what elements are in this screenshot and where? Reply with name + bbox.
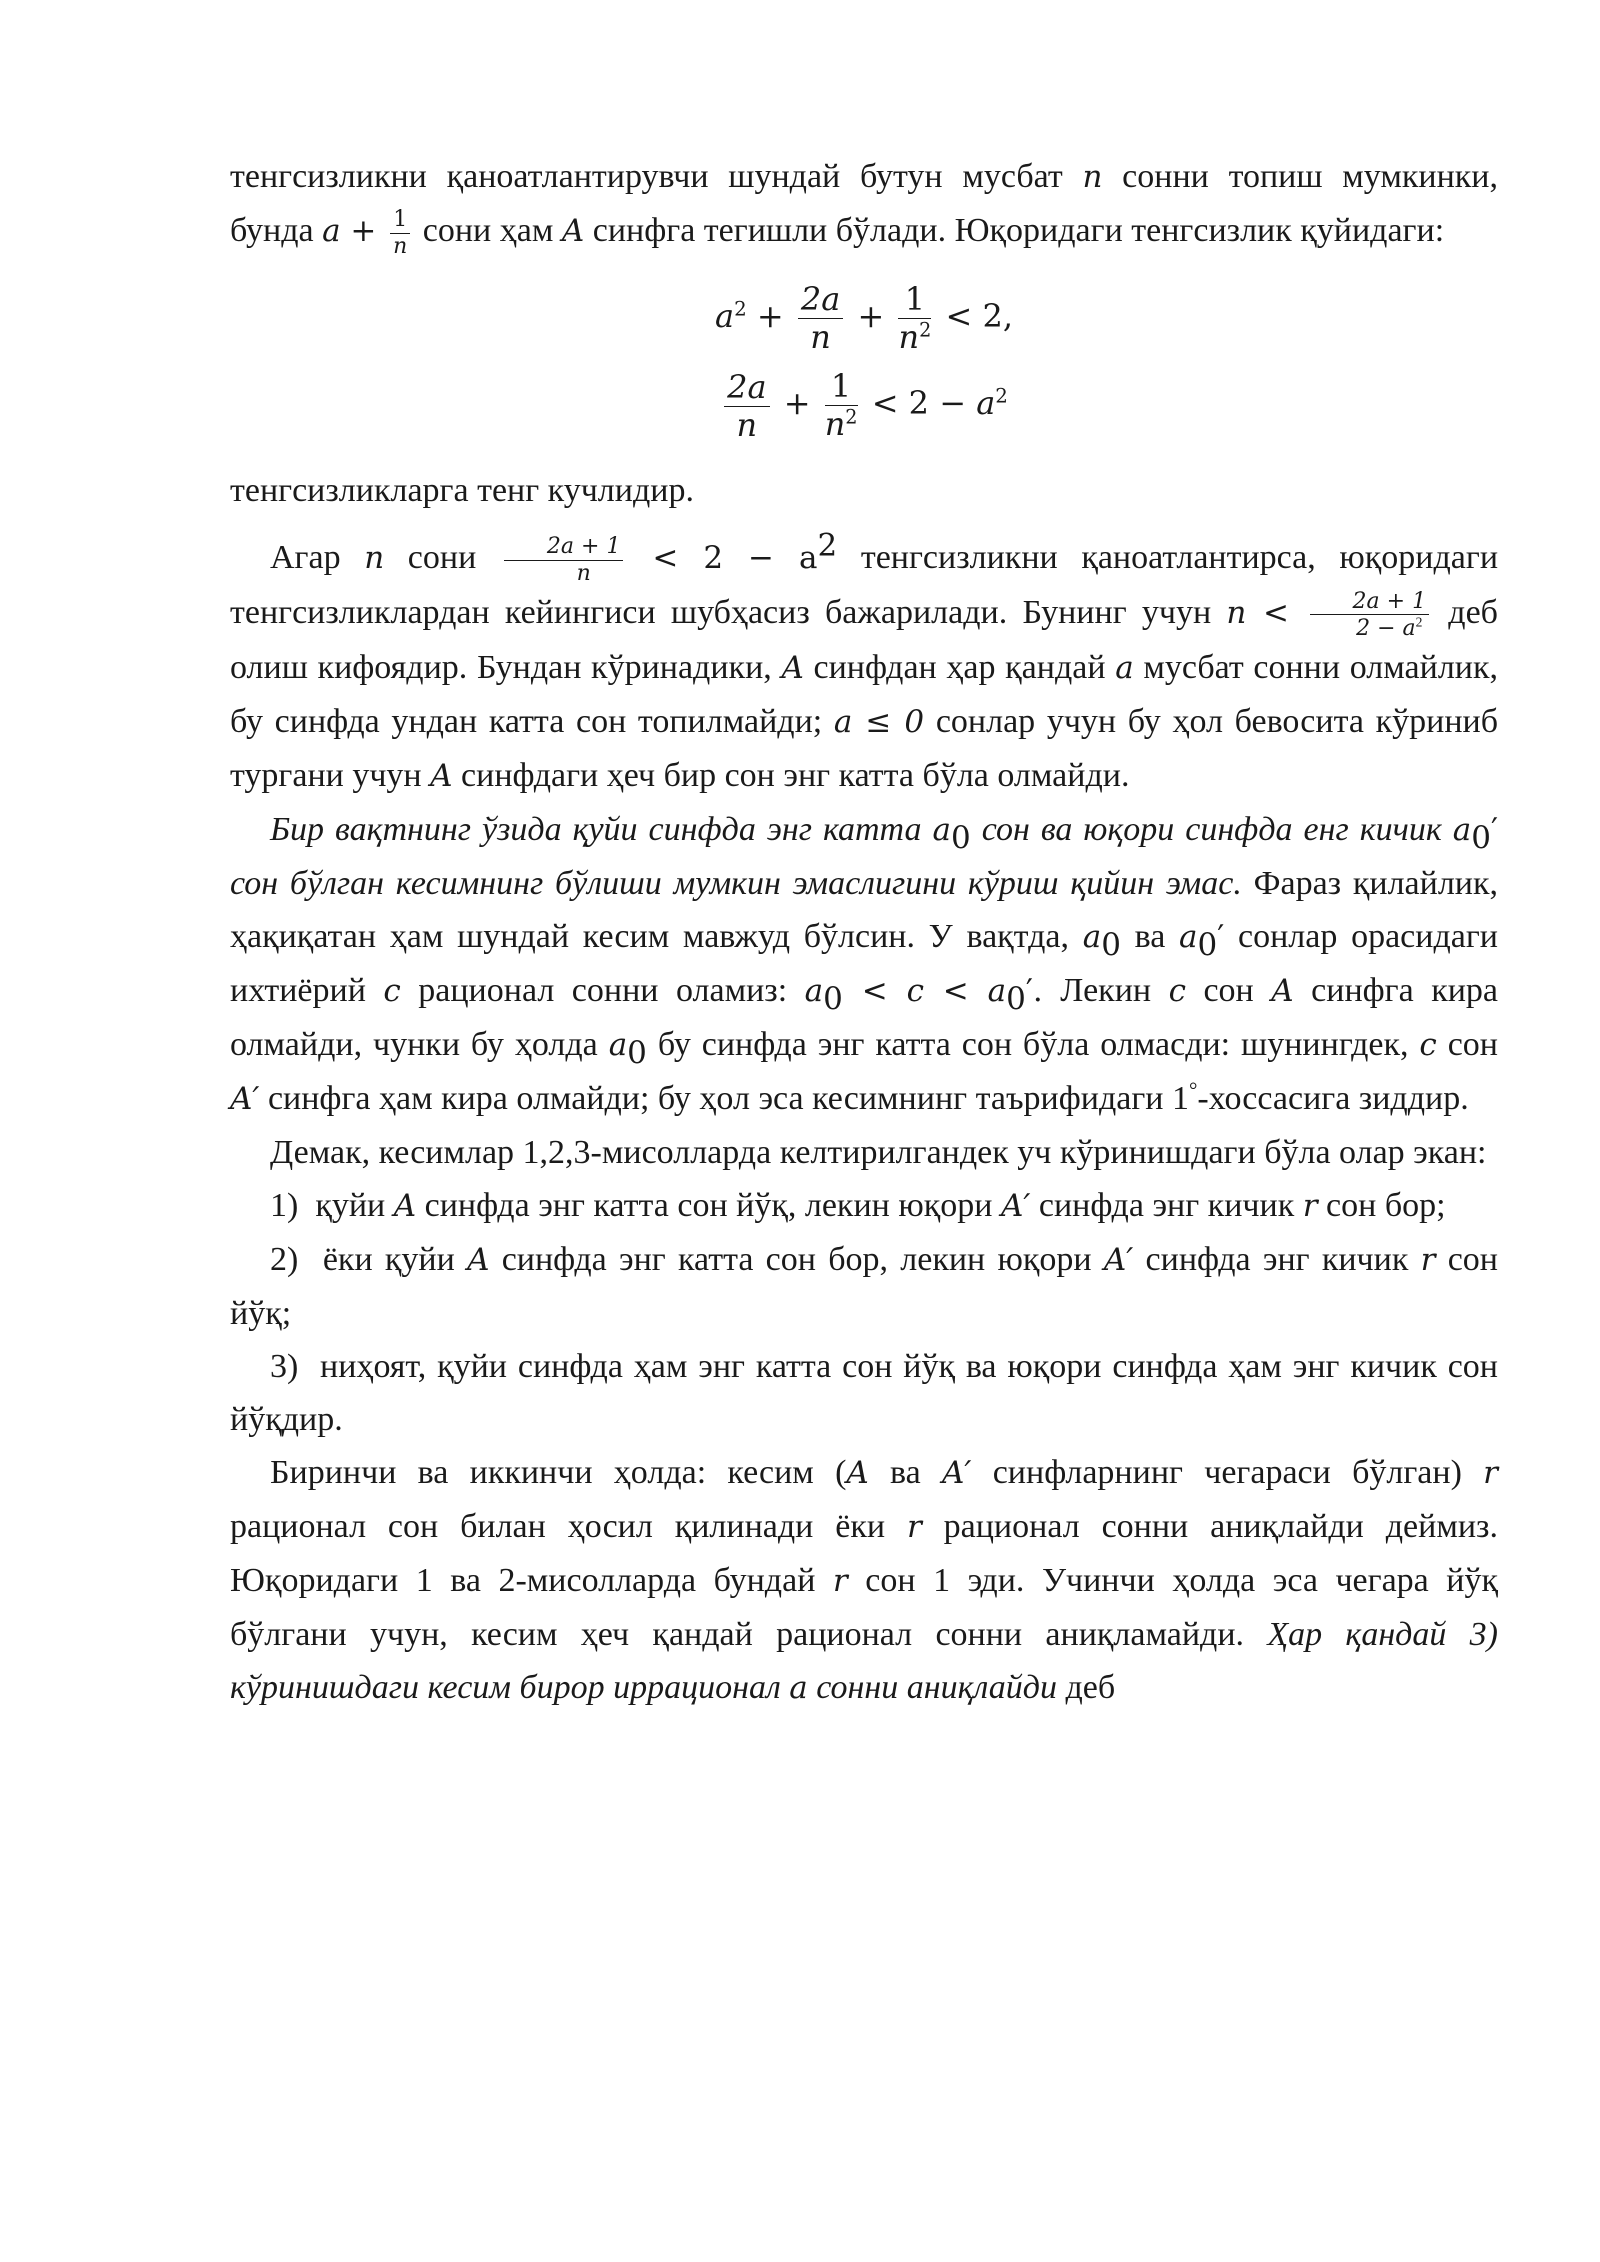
fraction-1-over-n: $\frac{1}{n}$	[390, 207, 410, 259]
math-n: n	[1082, 159, 1103, 195]
paragraph-5: Демак, кесимлар 1,2,3-мисолларда келтирилгандек уч кўринишдаги бўла олар экан:	[270, 1134, 1487, 1172]
text-span: синфга тегишли бўлади. Юқоридаги тенгсизлик қуйидаги:	[584, 212, 1445, 249]
fraction-1-over-n2: $\frac{1}{n^2}$	[898, 280, 932, 356]
list-item-2: 2) ёки қуйи A синфда энг катта сон бор, лекин юқори A′ синфда энг кичик r сон йўқ;	[230, 1241, 1498, 1333]
text-span: сонни топиш мумкинки, бунда	[230, 158, 1498, 249]
paragraph-4: Бир вақтнинг ўзида қуйи синфда энг катта $a_0$ сон ва юқори синфда енг кичик $a_0'$ сон бўлган кесимнинг бўлиши мумкин эмаслигини кўриш қийин эмас. Фараз қилайлик, ҳақиқатан ҳам шундай кесим мавжуд бўлсин. У вақтда, $a_0$ ва $a_0'$ сонлар орасидаги ихтиёрий c рационал сонни оламиз: $a_0 < c < a_0'$. Лекин c сон A синфга кира олмайди, чунки бу ҳолда $a_0$ бу синфда энг катта сон бўла олмасди: шунингдек, c сон A′ синфга ҳам кира олмайди; бу ҳол эса кесимнинг таърифидаги 1°-хоссасига зиддир.	[230, 811, 1499, 1118]
fraction-2a-over-n: $\frac{2a}{n}$	[724, 369, 769, 444]
equation-2: $\frac{2a}{n}$ + $\frac{1}{n^2}$ < $2 - a^2$	[230, 368, 1498, 443]
math-a-plus: a +	[322, 213, 387, 249]
paragraph-6: Биринчи ва иккинчи ҳолда: кесим (A ва A′ синфларнинг чегараси бўлган) r рационал сон билан ҳосил қилинади ёки r рационал сонни аниқлайди деймиз. Юқоридаги 1 ва 2-мисолларда бундай r сон 1 эди. Учинчи ҳолда эса чегара йўқ бўлгани учун, кесим ҳеч қандай рационал сонни аниқламайди. Ҳар қандай 3) кўринишдаги кесим бирор иррационал a сонни аниқлайди деб	[230, 1454, 1499, 1707]
math-A: A	[561, 213, 585, 249]
fraction-2a1-over-n: $\frac{2a + 1}{n}$	[504, 534, 624, 586]
list-item-3: 3) ниҳоят, қуйи синфда ҳам энг катта сон йўқ ва юқори синфда ҳам энг кичик сон йўқдир.	[230, 1348, 1498, 1439]
text-span: тенгсизликни қаноатлантирувчи шундай бутун мусбат	[230, 158, 1083, 195]
equation-1: $a^2$ + $\frac{2a}{n}$ + $\frac{1}{n^2}$ < 2,	[715, 280, 1013, 357]
fraction-2a1-over-2-a2: $\frac{2a + 1}{2 - a^2}$	[1310, 589, 1430, 642]
fraction-1-over-n2: $\frac{1}{n^2}$	[824, 367, 858, 444]
paragraph-3: Агар n сони $\frac{2a + 1}{n}$ < $2 - a^2$ тенгсизликни қаноатлантирса, юқоридаги тенгсизликлардан кейингиси шубҳасиз бажарилади. Бунинг учун n < $\frac{2a + 1}{2 - a^2}$ деб олиш кифоядир. Бундан кўринадики, A синфдан ҳар қандай a мусбат сонни олмайлик, бу синфда ундан катта сон топилмайди; a ≤ 0 сонлар учун бу ҳол бевосита кўриниб тургани учун A синфдаги ҳеч бир сон энг катта бўла олмайди.	[230, 527, 1499, 795]
paragraph-2: тенгсизликларга тенг кучлидир.	[230, 471, 694, 509]
text-span: сони ҳам	[414, 212, 562, 249]
page-content	[230, 150, 1498, 1715]
fraction-2a-over-n: $\frac{2a}{n}$	[798, 281, 843, 356]
list-item-1: 1) қуйи A синфда энг катта сон йўқ, лекин юқори A′ синфда энг кичик r сон бор;	[270, 1187, 1446, 1225]
paragraph-1	[230, 150, 1498, 259]
